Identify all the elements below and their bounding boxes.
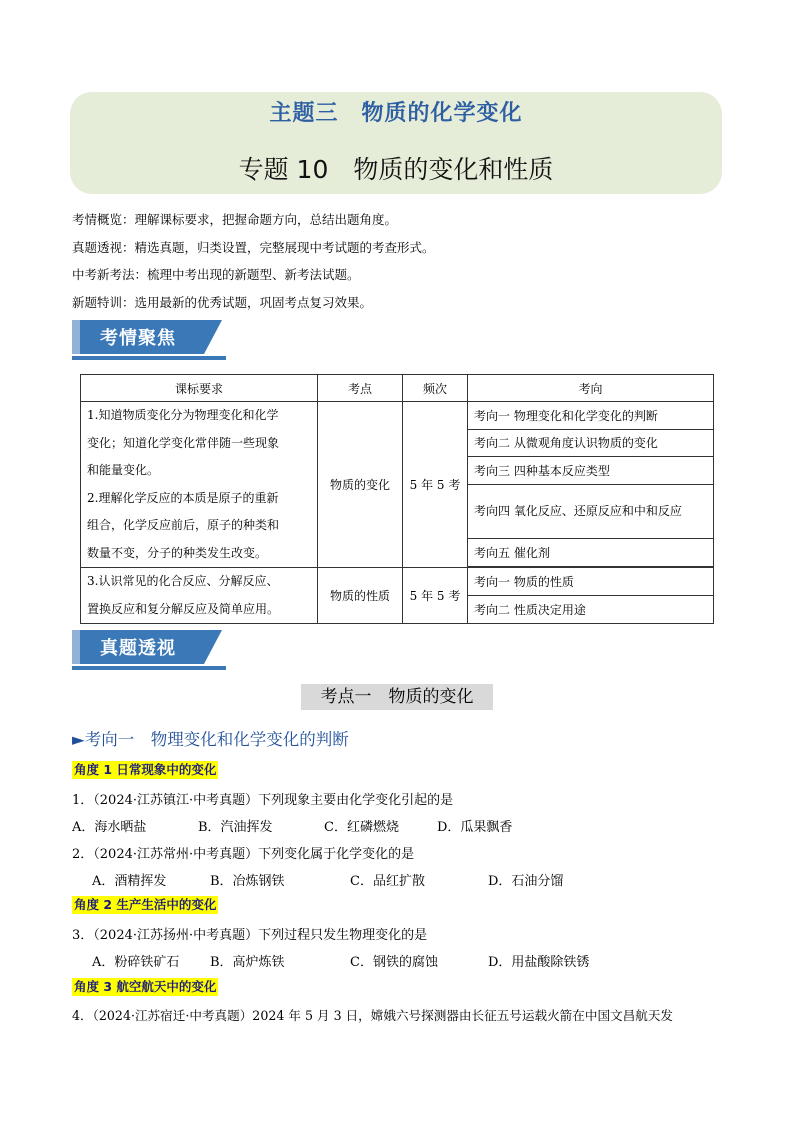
option: A．海水晒盐 xyxy=(72,820,147,835)
angle-label: 角度 3 航空航天中的变化 xyxy=(74,979,217,994)
direction-cell: 考向二 性质决定用途 xyxy=(468,596,714,624)
direction-cell: 考向五 催化剂 xyxy=(468,539,714,567)
option: B．高炉炼铁 xyxy=(210,955,285,970)
table-header-cell: 考点 xyxy=(318,375,403,402)
question-stem: 1．（2024·江苏镇江·中考真题）下列现象主要由化学变化引起的是 xyxy=(72,793,454,808)
option: A．粉碎铁矿石 xyxy=(92,955,180,970)
requirement-line: 1.知道物质变化分为物理变化和化学 xyxy=(87,408,279,422)
title-header xyxy=(70,92,722,194)
point-cell: 物质的性质 xyxy=(318,568,403,624)
requirement-line: 2.理解化学反应的本质是原子的重新 xyxy=(87,490,279,505)
intro-line: 考情概览：理解课标要求，把握命题方向，总结出题角度。 xyxy=(72,212,398,227)
requirements-cell xyxy=(81,568,318,624)
direction-cell: 考向一 物质的性质 xyxy=(468,568,714,596)
direction-heading: ►考向一 物理变化和化学变化的判断 xyxy=(72,730,349,749)
question-stem: 3．（2024·江苏扬州·中考真题）下列过程只发生物理变化的是 xyxy=(72,928,428,943)
direction-cell: 考向二 从微观角度认识物质的变化 xyxy=(468,429,714,457)
banner-label: 考情聚焦 xyxy=(100,328,176,349)
section-banner-kaoqing xyxy=(72,320,228,360)
question-stem: 4．（2024·江苏宿迁·中考真题）2024 年 5 月 3 日，嫦娥六号探测器由长征五号运载火箭在中国文昌航天发 xyxy=(72,1008,674,1023)
table-header-row xyxy=(81,375,714,402)
theme-subtitle: 主题三 物质的化学变化 xyxy=(269,101,523,126)
option: C．钢铁的腐蚀 xyxy=(350,955,438,970)
option: D．石油分馏 xyxy=(488,874,564,889)
banner-underline xyxy=(72,666,226,670)
freq-cell: 5 年 5 考 xyxy=(403,568,468,624)
question-stem: 2．（2024·江苏常州·中考真题）下列变化属于化学变化的是 xyxy=(72,847,415,862)
option: C．红磷燃烧 xyxy=(324,820,399,835)
intro-block xyxy=(72,206,435,316)
question-options xyxy=(92,951,589,970)
requirement-line: 置换反应和复分解反应及简单应用。 xyxy=(87,601,280,616)
direction-cell: 考向三 四种基本反应类型 xyxy=(468,457,714,485)
section-banner-zhenti xyxy=(72,630,228,670)
option: B．汽油挥发 xyxy=(198,820,273,835)
requirement-line: 和能量变化。 xyxy=(87,463,160,477)
requirement-line: 变化；知道化学变化常伴随一些现象 xyxy=(87,435,280,450)
intro-line: 真题透视：精选真题，归类设置，完整展现中考试题的考查形式。 xyxy=(72,239,435,255)
kaodian-heading: 考点一 物质的变化 xyxy=(301,684,493,710)
table-row xyxy=(81,402,714,430)
option: D．瓜果飘香 xyxy=(437,820,513,835)
direction-cell: 考向四 氧化反应、还原反应和中和反应 xyxy=(468,484,714,538)
requirement-line: 数量不变，分子的种类发生改变。 xyxy=(87,545,268,560)
option: D．用盐酸除铁锈 xyxy=(488,955,590,970)
option: C．品红扩散 xyxy=(350,874,425,889)
intro-line: 新题特训：选用最新的优秀试题，巩固考点复习效果。 xyxy=(72,294,373,310)
banner-underline xyxy=(72,356,226,360)
table-header-cell: 课标要求 xyxy=(81,375,318,402)
point-cell: 物质的变化 xyxy=(318,402,403,568)
question-options xyxy=(92,870,563,889)
table-header-cell: 考向 xyxy=(468,375,714,402)
angle-label: 角度 1 日常现象中的变化 xyxy=(74,762,217,777)
option: B．冶炼钢铁 xyxy=(210,874,285,889)
intro-line: 中考新考法：梳理中考出现的新题型、新考法试题。 xyxy=(72,267,360,282)
freq-cell: 5 年 5 考 xyxy=(403,402,468,568)
angle-label: 角度 2 生产生活中的变化 xyxy=(74,897,217,912)
banner-label: 真题透视 xyxy=(100,638,176,659)
requirement-line: 组合，化学反应前后，原子的种类和 xyxy=(87,518,280,532)
requirement-line: 3.认识常见的化合反应、分解反应、 xyxy=(87,574,279,588)
question-options xyxy=(72,816,512,835)
option: A．酒精挥发 xyxy=(92,874,167,889)
direction-cell: 考向一 物理变化和化学变化的判断 xyxy=(468,402,714,430)
exam-analysis-table xyxy=(80,374,714,624)
table-header-cell: 频次 xyxy=(403,375,468,402)
page-title: 专题 10 物质的变化和性质 xyxy=(238,155,554,184)
table-row xyxy=(81,568,714,596)
requirements-cell xyxy=(81,402,318,568)
